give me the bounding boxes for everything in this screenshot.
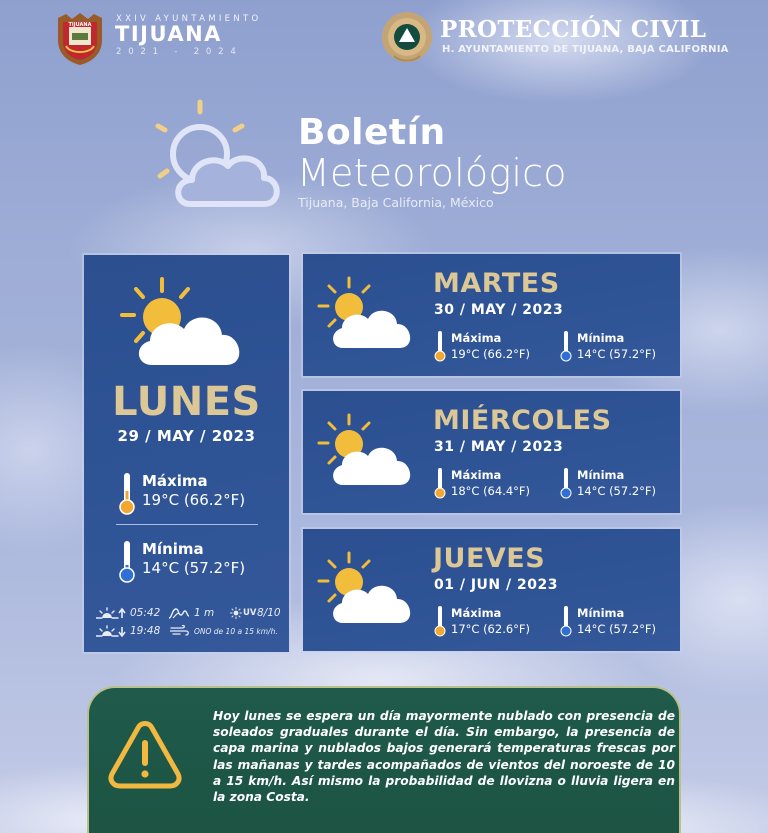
day-name: MARTES [433, 268, 560, 299]
ayuntamiento-years: 2021 - 2024 [116, 47, 243, 57]
bulletin-location: Tijuana, Baja California, México [298, 195, 494, 210]
partly-cloudy-icon [317, 413, 421, 491]
day-date: 01 / JUN / 2023 [434, 577, 558, 593]
thermometer-min-icon [560, 467, 572, 499]
wind-icon [170, 625, 190, 637]
day-date: 31 / MAY / 2023 [434, 439, 564, 455]
svg-text:TIJUANA: TIJUANA [68, 22, 92, 28]
wind-info: ONO de 10 a 15 km/h. [194, 627, 278, 636]
weather-alert-box [87, 686, 681, 833]
day-date: 30 / MAY / 2023 [434, 302, 564, 318]
today-min-label: Mínima [142, 540, 204, 558]
wave-height: 1 m [194, 607, 215, 619]
min-value: 14°C (57.2°F) [577, 622, 657, 636]
sun-behind-cloud-outline-icon [150, 96, 290, 212]
today-max-label: Máxima [142, 472, 208, 490]
today-day-name: LUNES [112, 379, 261, 425]
alert-message: Hoy lunes se espera un día mayormente nublado con presencia de soleados graduales durante el día. Sin embargo, la presencia de capa marina y nublados bajos generará temperaturas frescas por las mañanas y tardes acompañados de vientos del noroeste de 10 a 15 km/h. Así mismo la probabilidad de llovizna o lluvia ligera en la zona Costa. [213, 709, 675, 805]
min-value: 14°C (57.2°F) [577, 484, 657, 498]
forecast-card-day-1 [303, 254, 680, 376]
sunrise-icon [96, 607, 126, 619]
warning-triangle-icon [107, 718, 183, 790]
thermometer-max-icon [434, 605, 446, 637]
forecast-card-day-3 [303, 529, 680, 651]
day-name: JUEVES [433, 543, 546, 574]
uv-index: 8/10 [257, 607, 281, 619]
day-name: MIÉRCOLES [433, 405, 612, 436]
proteccion-civil-title: PROTECCIÓN CIVIL [440, 16, 707, 43]
today-min-value: 14°C (57.2°F) [142, 559, 246, 577]
forecast-card-day-2 [303, 391, 680, 513]
max-value: 18°C (64.4°F) [451, 484, 531, 498]
max-label: Máxima [451, 331, 502, 345]
bulletin-title: Boletín [298, 112, 446, 153]
min-value: 14°C (57.2°F) [577, 347, 657, 361]
thermometer-max-icon [434, 467, 446, 499]
thermometer-max-icon [434, 330, 446, 362]
proteccion-civil-subtitle: H. AYUNTAMIENTO DE TIJUANA, BAJA CALIFORNIA [442, 44, 729, 55]
divider [116, 524, 258, 525]
max-value: 19°C (66.2°F) [451, 347, 531, 361]
partly-cloudy-icon [116, 275, 256, 375]
sunset-icon [96, 625, 126, 637]
thermometer-min-icon [118, 539, 136, 583]
today-date: 29 / MAY / 2023 [117, 427, 256, 445]
sunset-time: 19:48 [130, 625, 161, 637]
thermometer-max-icon [118, 471, 136, 515]
partly-cloudy-icon [317, 551, 421, 629]
min-label: Mínima [577, 331, 625, 345]
max-value: 17°C (62.6°F) [451, 622, 531, 636]
uv-label: UV [243, 608, 257, 618]
max-label: Máxima [451, 606, 502, 620]
tijuana-crest-logo [52, 10, 108, 66]
ayuntamiento-number: XXIV AYUNTAMIENTO [116, 14, 262, 24]
proteccion-civil-logo [378, 10, 436, 68]
ayuntamiento-city: TIJUANA [115, 22, 222, 46]
thermometer-min-icon [560, 605, 572, 637]
sunrise-time: 05:42 [130, 607, 161, 619]
min-label: Mínima [577, 468, 625, 482]
thermometer-min-icon [560, 330, 572, 362]
min-label: Mínima [577, 606, 625, 620]
sun-uv-icon [230, 607, 242, 619]
bulletin-subtitle: Meteorológico [297, 151, 567, 195]
partly-cloudy-icon [317, 276, 421, 354]
today-max-value: 19°C (66.2°F) [142, 491, 246, 509]
forecast-card-today [84, 255, 289, 652]
max-label: Máxima [451, 468, 502, 482]
wave-icon [168, 606, 190, 620]
